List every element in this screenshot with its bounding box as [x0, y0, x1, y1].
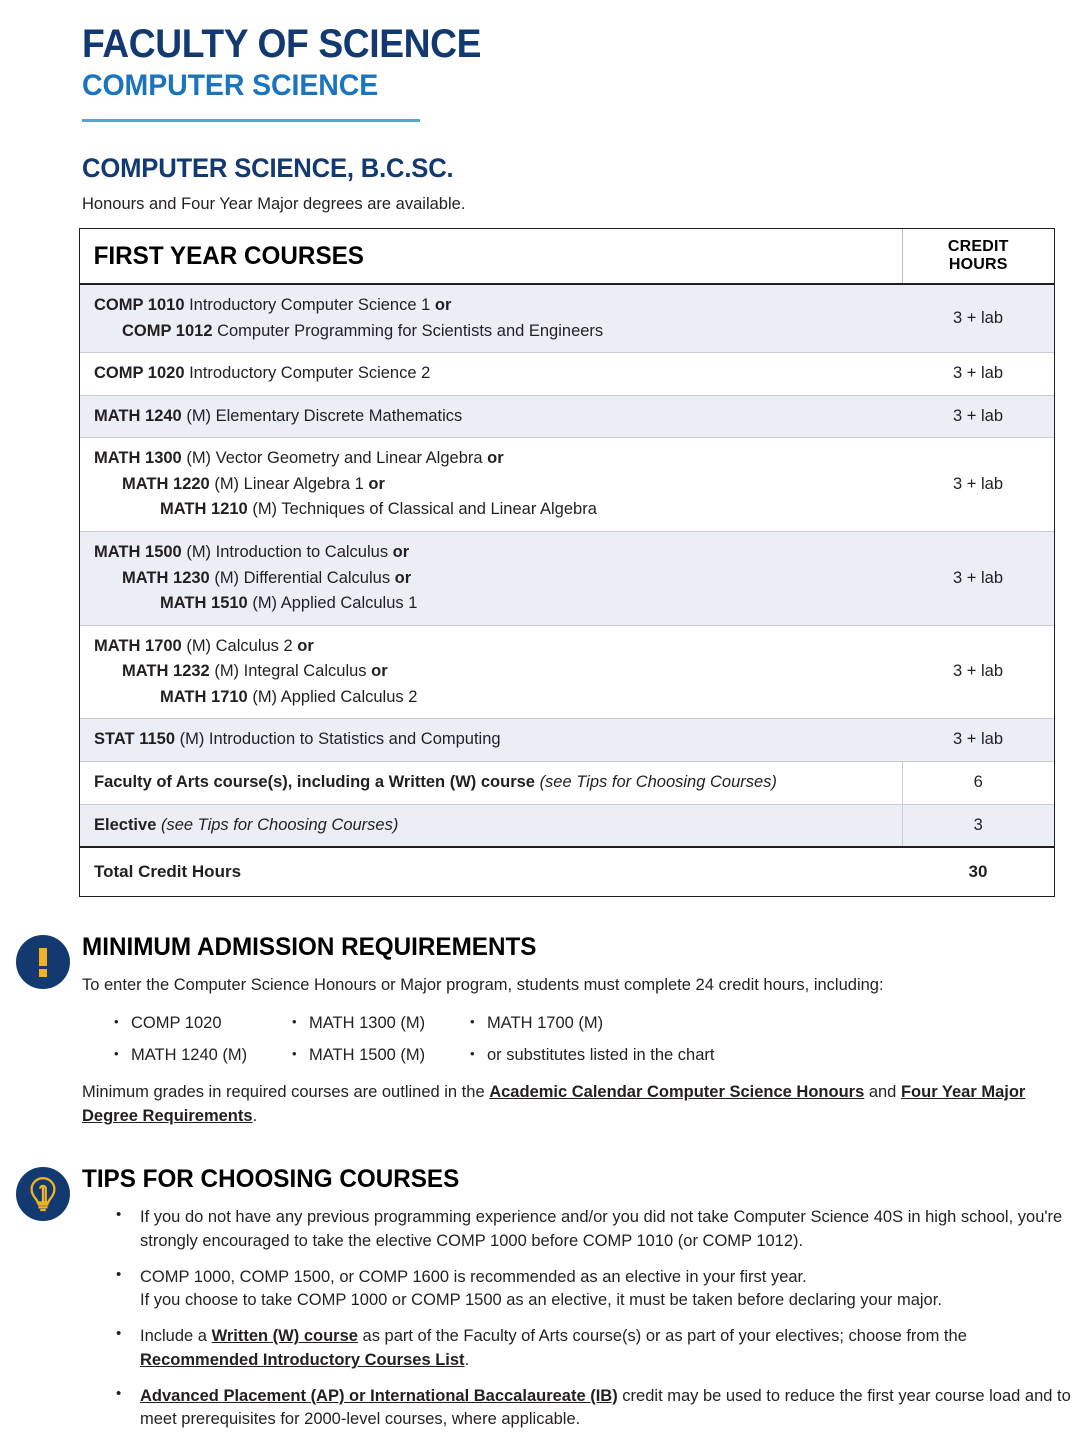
course-line — [94, 361, 892, 387]
tips-list — [82, 1206, 1078, 1432]
course-title: (M) Techniques of Classical and Linear Algebra — [247, 500, 597, 519]
course-code: MATH 1300 — [94, 449, 182, 468]
course-cell — [80, 284, 902, 353]
admission-intro: To enter the Computer Science Honours or Major program, students must complete 24 credit hours, including: — [82, 976, 884, 995]
or-connector: or — [487, 449, 504, 468]
credit-hours-cell: 3 — [902, 804, 1054, 847]
table-row — [80, 804, 1054, 847]
course-title: (M) Integral Calculus — [209, 662, 372, 681]
requirement-label: COMP 1020 — [131, 1013, 222, 1032]
course-code: COMP 1012 — [122, 321, 213, 340]
requirement-label: or substitutes listed in the chart — [487, 1046, 715, 1065]
course-line — [94, 404, 892, 430]
four-year-major-requirements-link[interactable]: Four Year Major Degree Requirements — [82, 1082, 1026, 1126]
credit-hours-cell: 3 + lab — [902, 532, 1054, 626]
course-code: MATH 1230 — [122, 568, 210, 587]
admission-heading: MINIMUM ADMISSION REQUIREMENTS — [82, 933, 537, 962]
course-line — [94, 727, 892, 753]
program-title: COMPUTER SCIENCE — [82, 68, 379, 102]
tip-link[interactable]: Recommended Introductory Courses List — [140, 1350, 465, 1369]
credit-hours-cell: 3 + lab — [902, 625, 1054, 719]
requirement-item — [114, 1012, 292, 1035]
tips-body — [82, 1206, 1078, 1432]
course-cell — [80, 395, 902, 438]
course-code: MATH 1240 — [94, 406, 182, 425]
tip-text: If you do not have any previous programming experience and/or you did not take Computer Science 40S in high school, you're strongly encouraged to take the elective COMP 1000 before COMP 1010 (or COMP 1012). — [140, 1208, 1063, 1250]
tip-item — [114, 1266, 1078, 1314]
total-label: Total Credit Hours — [80, 847, 902, 896]
requirement-item — [292, 1044, 470, 1067]
credit-hours-cell: 3 + lab — [902, 438, 1054, 532]
course-title: (M) Vector Geometry and Linear Algebra — [181, 449, 488, 468]
course-title: Introductory Computer Science 2 — [184, 364, 431, 383]
or-connector: or — [392, 543, 410, 562]
course-title: (M) Introduction to Statistics and Computing — [175, 730, 501, 749]
course-title: (M) Differential Calculus — [209, 568, 395, 587]
masthead — [0, 0, 1078, 122]
course-line — [94, 293, 892, 319]
credit-hours-cell: 3 + lab — [902, 284, 1054, 353]
course-line — [94, 472, 892, 498]
or-connector: or — [434, 296, 452, 315]
tip-item — [114, 1385, 1078, 1433]
course-code: MATH 1210 — [160, 500, 248, 519]
course-cell — [80, 719, 902, 762]
course-line — [94, 634, 892, 660]
course-title: (M) Linear Algebra 1 — [209, 474, 369, 493]
bullet-icon: • — [292, 1046, 297, 1062]
course-line — [94, 813, 892, 839]
tip-text: If you choose to take COMP 1000 or COMP 1500 as an elective, it must be taken before declaring your major. — [140, 1291, 942, 1310]
bullet-icon: • — [470, 1013, 475, 1029]
minimum-grades-note — [82, 1080, 1078, 1130]
course-title: Computer Programming for Scientists and Engineers — [212, 321, 604, 340]
bullet-icon: • — [114, 1046, 119, 1062]
minimum-admission-requirements-section — [0, 933, 1078, 1129]
grades-note-after: . — [252, 1107, 258, 1126]
total-row — [80, 847, 1054, 896]
column-header-courses: FIRST YEAR COURSES — [93, 241, 364, 270]
course-code: COMP 1020 — [94, 364, 185, 383]
tip-text: as part of the Faculty of Arts course(s) or as part of your electives; choose from the — [357, 1327, 967, 1346]
course-line — [94, 591, 892, 617]
bullet-icon: • — [470, 1046, 475, 1062]
requirement-item — [470, 1012, 1078, 1035]
course-cell — [80, 438, 902, 532]
tip-text: credit may be used to reduce the first year course load and to meet prerequisites for 2000-level courses, where applicable. — [140, 1386, 1071, 1429]
course-code: MATH 1232 — [122, 662, 210, 681]
table-row — [80, 395, 1054, 438]
course-code: MATH 1220 — [122, 474, 210, 493]
bullet-icon: • — [292, 1013, 297, 1029]
academic-calendar-honours-link[interactable]: Academic Calendar Computer Science Honours — [489, 1082, 865, 1101]
course-code: Faculty of Arts course(s), including a Written (W) course — [94, 772, 535, 791]
course-line — [94, 540, 892, 566]
course-title: (M) Elementary Discrete Mathematics — [181, 406, 463, 425]
table-row — [80, 761, 1054, 804]
table-row — [80, 284, 1054, 353]
requirement-item — [470, 1044, 1078, 1067]
table-row — [80, 438, 1054, 532]
table-header-row — [80, 229, 1054, 284]
course-code: MATH 1510 — [160, 594, 248, 613]
course-title: Introductory Computer Science 1 — [184, 296, 435, 315]
tip-item — [114, 1325, 1078, 1373]
admission-requirements-grid — [114, 1012, 1078, 1068]
table-row — [80, 625, 1054, 719]
course-note: (see Tips for Choosing Courses) — [160, 815, 399, 834]
tip-text: Include a — [140, 1327, 212, 1346]
degree-subtitle: Honours and Four Year Major degrees are available. — [82, 195, 466, 214]
or-connector: or — [297, 636, 314, 655]
course-title: (M) Applied Calculus 2 — [247, 687, 418, 706]
course-line — [94, 685, 892, 711]
faculty-title: FACULTY OF SCIENCE — [82, 22, 482, 66]
course-line — [94, 497, 892, 523]
tip-link[interactable]: Advanced Placement (AP) or International Baccalaureate (IB) — [140, 1386, 618, 1405]
or-connector: or — [368, 474, 385, 493]
course-line — [94, 319, 892, 345]
course-title: (M) Introduction to Calculus — [181, 543, 393, 562]
bullet-icon: • — [114, 1013, 119, 1029]
course-cell — [80, 761, 902, 804]
credit-hours-cell: 3 + lab — [902, 353, 1054, 396]
exclamation-icon — [16, 935, 70, 989]
grades-note-between: and — [864, 1082, 901, 1101]
or-connector: or — [371, 662, 388, 681]
course-cell — [80, 804, 902, 847]
course-code: MATH 1710 — [160, 687, 248, 706]
tips-heading: TIPS FOR CHOOSING COURSES — [82, 1165, 460, 1194]
course-code: MATH 1500 — [94, 543, 182, 562]
masthead-divider — [82, 119, 420, 122]
credit-hours-line-2: HOURS — [948, 256, 1008, 274]
course-title: (M) Calculus 2 — [181, 636, 298, 655]
course-line — [94, 566, 892, 592]
requirement-label: MATH 1300 (M) — [309, 1013, 426, 1032]
grades-note-before: Minimum grades in required courses are outlined in the — [82, 1082, 490, 1101]
table-row — [80, 719, 1054, 762]
course-line — [94, 770, 892, 796]
course-code: COMP 1010 — [94, 296, 185, 315]
credit-hours-cell: 6 — [902, 761, 1054, 804]
course-code: Elective — [94, 815, 157, 834]
course-cell — [80, 353, 902, 396]
course-title: (M) Applied Calculus 1 — [247, 594, 418, 613]
first-year-courses-table — [79, 228, 1055, 897]
lightbulb-icon — [16, 1167, 70, 1221]
or-connector: or — [394, 568, 412, 587]
requirement-label: MATH 1700 (M) — [487, 1013, 604, 1032]
credit-hours-line-1: CREDIT — [947, 238, 1009, 256]
column-header-credit-hours — [902, 229, 1054, 284]
tip-item — [114, 1206, 1078, 1254]
course-code: MATH 1700 — [94, 636, 182, 655]
table-header — [80, 229, 1054, 284]
degree-heading: COMPUTER SCIENCE, B.C.SC. — [82, 153, 454, 184]
course-cell — [80, 625, 902, 719]
course-code: STAT 1150 — [94, 730, 176, 749]
course-note: (see Tips for Choosing Courses) — [539, 772, 777, 791]
credit-hours-cell: 3 + lab — [902, 395, 1054, 438]
table-body — [80, 284, 1054, 896]
table-row — [80, 353, 1054, 396]
tip-text: . — [464, 1350, 470, 1369]
requirement-label: MATH 1500 (M) — [309, 1046, 426, 1065]
table-row — [80, 532, 1054, 626]
requirement-item — [292, 1012, 470, 1035]
tip-link[interactable]: Written (W) course — [211, 1327, 358, 1346]
requirement-label: MATH 1240 (M) — [131, 1046, 248, 1065]
admission-body — [82, 974, 1078, 1129]
tip-text: COMP 1000, COMP 1500, or COMP 1600 is recommended as an elective in your first year. — [140, 1267, 807, 1286]
course-cell — [80, 532, 902, 626]
course-line — [94, 659, 892, 685]
total-credit-hours: 30 — [902, 847, 1054, 896]
tips-for-choosing-courses-section — [0, 1165, 1078, 1432]
credit-hours-cell: 3 + lab — [902, 719, 1054, 762]
course-line — [94, 446, 892, 472]
requirement-item — [114, 1044, 292, 1067]
